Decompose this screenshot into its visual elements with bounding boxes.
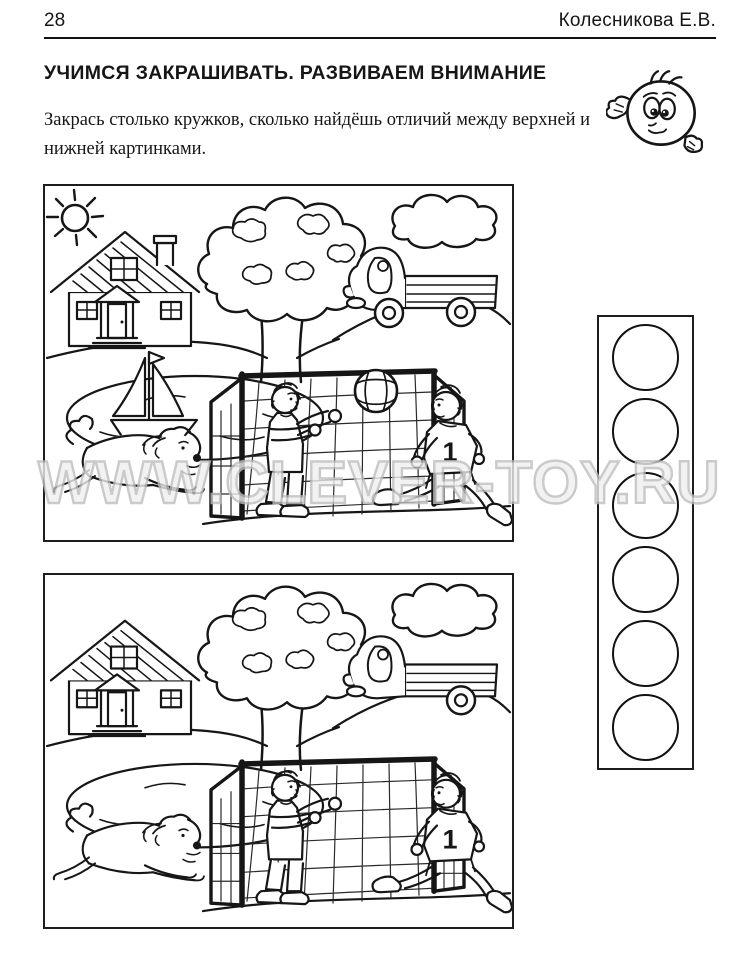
author-name: Колесникова Е.В. (558, 10, 716, 31)
truck-front-wheel (375, 299, 403, 327)
lesson-title: УЧИМСЯ ЗАКРАШИВАТЬ. РАЗВИВАЕМ ВНИМАНИЕ (44, 62, 547, 84)
cloud (392, 584, 496, 637)
sun (47, 190, 103, 245)
instruction-text: Закрась столько кружков, сколько найдёшь отличий между верхней и нижней картинками. (44, 110, 591, 159)
answer-circle[interactable] (612, 324, 679, 391)
truck (344, 636, 497, 714)
answer-circle[interactable] (612, 398, 679, 465)
mascot-face-icon (606, 62, 712, 160)
ball (355, 370, 397, 412)
chimney (154, 236, 176, 265)
page-header (44, 10, 716, 39)
answer-circle[interactable] (612, 546, 679, 613)
cloud (392, 195, 496, 248)
watermark-text: WWW.CLEVER-TOY.RU (38, 449, 721, 516)
picture-bottom (43, 573, 514, 929)
page-number: 28 (44, 10, 66, 31)
house (51, 232, 199, 348)
answer-strip (597, 315, 694, 770)
house (51, 621, 199, 736)
answer-circle[interactable] (612, 620, 679, 687)
answer-circle[interactable] (612, 694, 679, 761)
answer-circle[interactable] (612, 472, 679, 539)
truck (344, 248, 497, 326)
picture-top (43, 184, 514, 542)
